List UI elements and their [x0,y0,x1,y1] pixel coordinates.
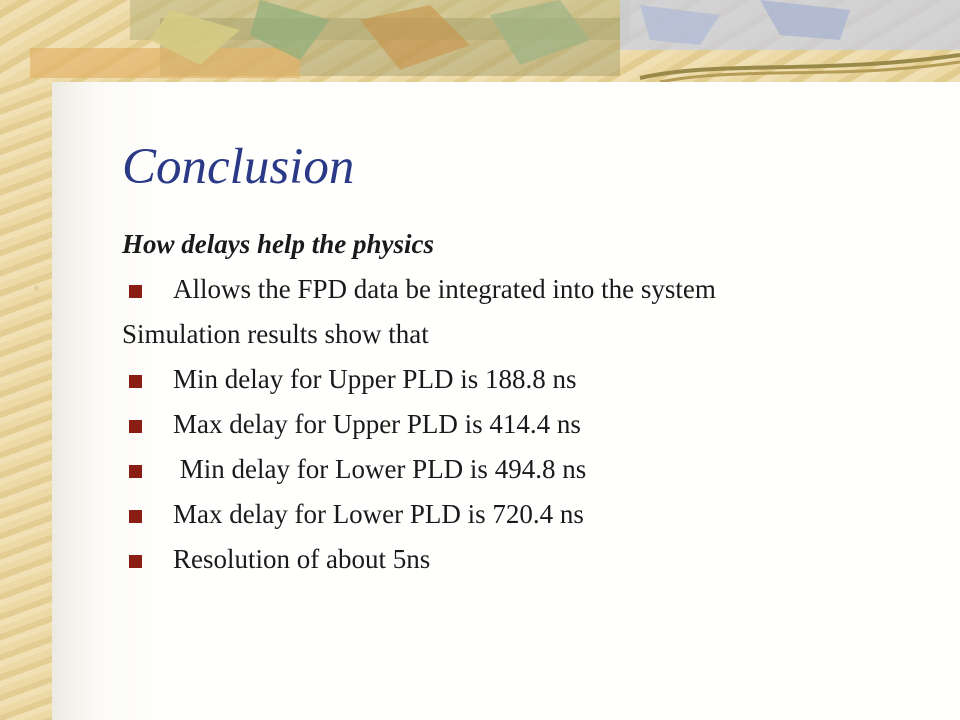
bullet-item [122,408,822,440]
bullet-text: Max delay for Upper PLD is 414.4 ns [173,409,581,439]
section-heading-simulation: Simulation results show that [122,319,429,349]
bullet-text: Allows the FPD data be integrated into the system [173,274,716,304]
physics-bullet-list [122,273,822,305]
square-bullet-icon [129,510,142,523]
square-bullet-icon [129,555,142,568]
bullet-text: Min delay for Upper PLD is 188.8 ns [173,364,577,394]
slide-title: Conclusion [122,139,355,195]
bullet-item [122,273,822,305]
square-bullet-icon [129,420,142,433]
top-decorative-banner [0,0,960,82]
bullet-text: Resolution of about 5ns [173,544,431,574]
bullet-item [122,363,822,395]
bullet-item [122,498,822,530]
bullet-text: Min delay for Lower PLD is 494.8 ns [173,454,587,484]
slide-body [122,228,822,588]
bullet-item [122,543,822,575]
simulation-bullet-list [122,363,822,575]
bullet-item [122,453,822,485]
square-bullet-icon [129,465,142,478]
square-bullet-icon [129,285,142,298]
leaf-pattern-graphic [0,0,960,82]
left-texture-strip [0,0,52,720]
bullet-text: Max delay for Lower PLD is 720.4 ns [173,499,584,529]
square-bullet-icon [129,375,142,388]
section-heading-physics: How delays help the physics [122,229,434,259]
